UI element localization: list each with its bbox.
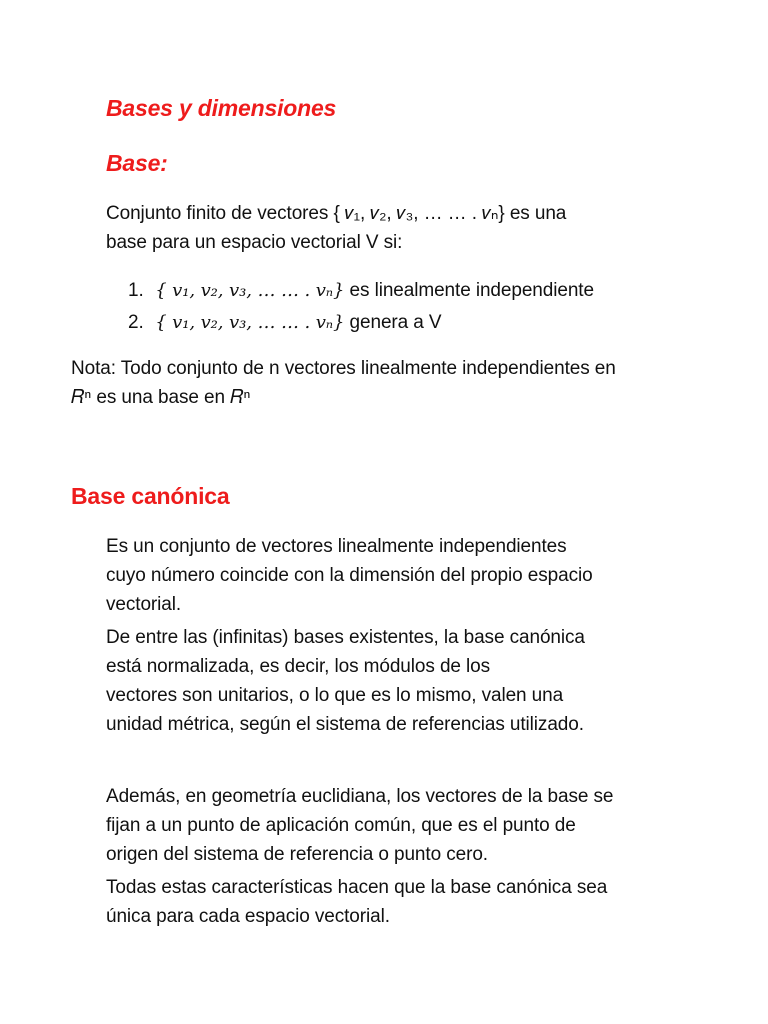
canonica-paragraph-3 bbox=[106, 782, 613, 869]
base-definition-paragraph bbox=[106, 199, 566, 257]
list-number: 2. bbox=[128, 312, 144, 333]
condition-item-1 bbox=[128, 280, 594, 302]
paragraph-line: origen del sistema de referencia o punto cero. bbox=[106, 844, 488, 865]
paragraph-line: única para cada espacio vectorial. bbox=[106, 906, 390, 927]
paragraph-line: Conjunto finito de vectores { 𝑣₁, 𝑣₂, 𝑣₃, … … . 𝑣ₙ} es una bbox=[106, 203, 567, 224]
paragraph-line: Todas estas características hacen que la base canónica sea bbox=[106, 877, 608, 898]
paragraph-line: De entre las (infinitas) bases existentes, la base canónica bbox=[106, 627, 585, 648]
canonica-paragraph-1 bbox=[106, 532, 593, 619]
paragraph-line: cuyo número coincide con la dimensión del propio espacio bbox=[106, 565, 593, 586]
paragraph-line: fijan a un punto de aplicación común, que es el punto de bbox=[106, 815, 576, 836]
condition-text: genera a V bbox=[349, 312, 442, 333]
condition-item-2 bbox=[128, 312, 442, 334]
paragraph-line: vectorial. bbox=[106, 594, 182, 615]
section-heading-base: Base: bbox=[106, 150, 168, 176]
list-number: 1. bbox=[128, 280, 144, 301]
vector-set: { 𝑣₁, 𝑣₂, 𝑣₃, … … . 𝑣ₙ} bbox=[155, 312, 345, 333]
paragraph-line: Nota: Todo conjunto de n vectores linealmente independientes en bbox=[71, 358, 616, 379]
paragraph-line: base para un espacio vectorial V si: bbox=[106, 232, 403, 253]
vector-set: { 𝑣₁, 𝑣₂, 𝑣₃, … … . 𝑣ₙ} bbox=[155, 280, 345, 301]
paragraph-line: está normalizada, es decir, los módulos de los bbox=[106, 656, 491, 677]
paragraph-line: vectores son unitarios, o lo que es lo mismo, valen una bbox=[106, 685, 564, 706]
condition-text: es linealmente independiente bbox=[349, 280, 594, 301]
paragraph-line: Es un conjunto de vectores linealmente independientes bbox=[106, 536, 567, 557]
paragraph-line: unidad métrica, según el sistema de referencias utilizado. bbox=[106, 714, 584, 735]
paragraph-line: Además, en geometría euclidiana, los vectores de la base se bbox=[106, 786, 614, 807]
note-paragraph bbox=[71, 354, 616, 412]
section-heading-base-canonica: Base canónica bbox=[71, 483, 230, 509]
canonica-paragraph-4 bbox=[106, 873, 607, 931]
canonica-paragraph-2 bbox=[106, 623, 585, 739]
page-title: Bases y dimensiones bbox=[106, 95, 337, 121]
paragraph-line: 𝑅ⁿ es una base en 𝑅ⁿ bbox=[71, 387, 251, 408]
